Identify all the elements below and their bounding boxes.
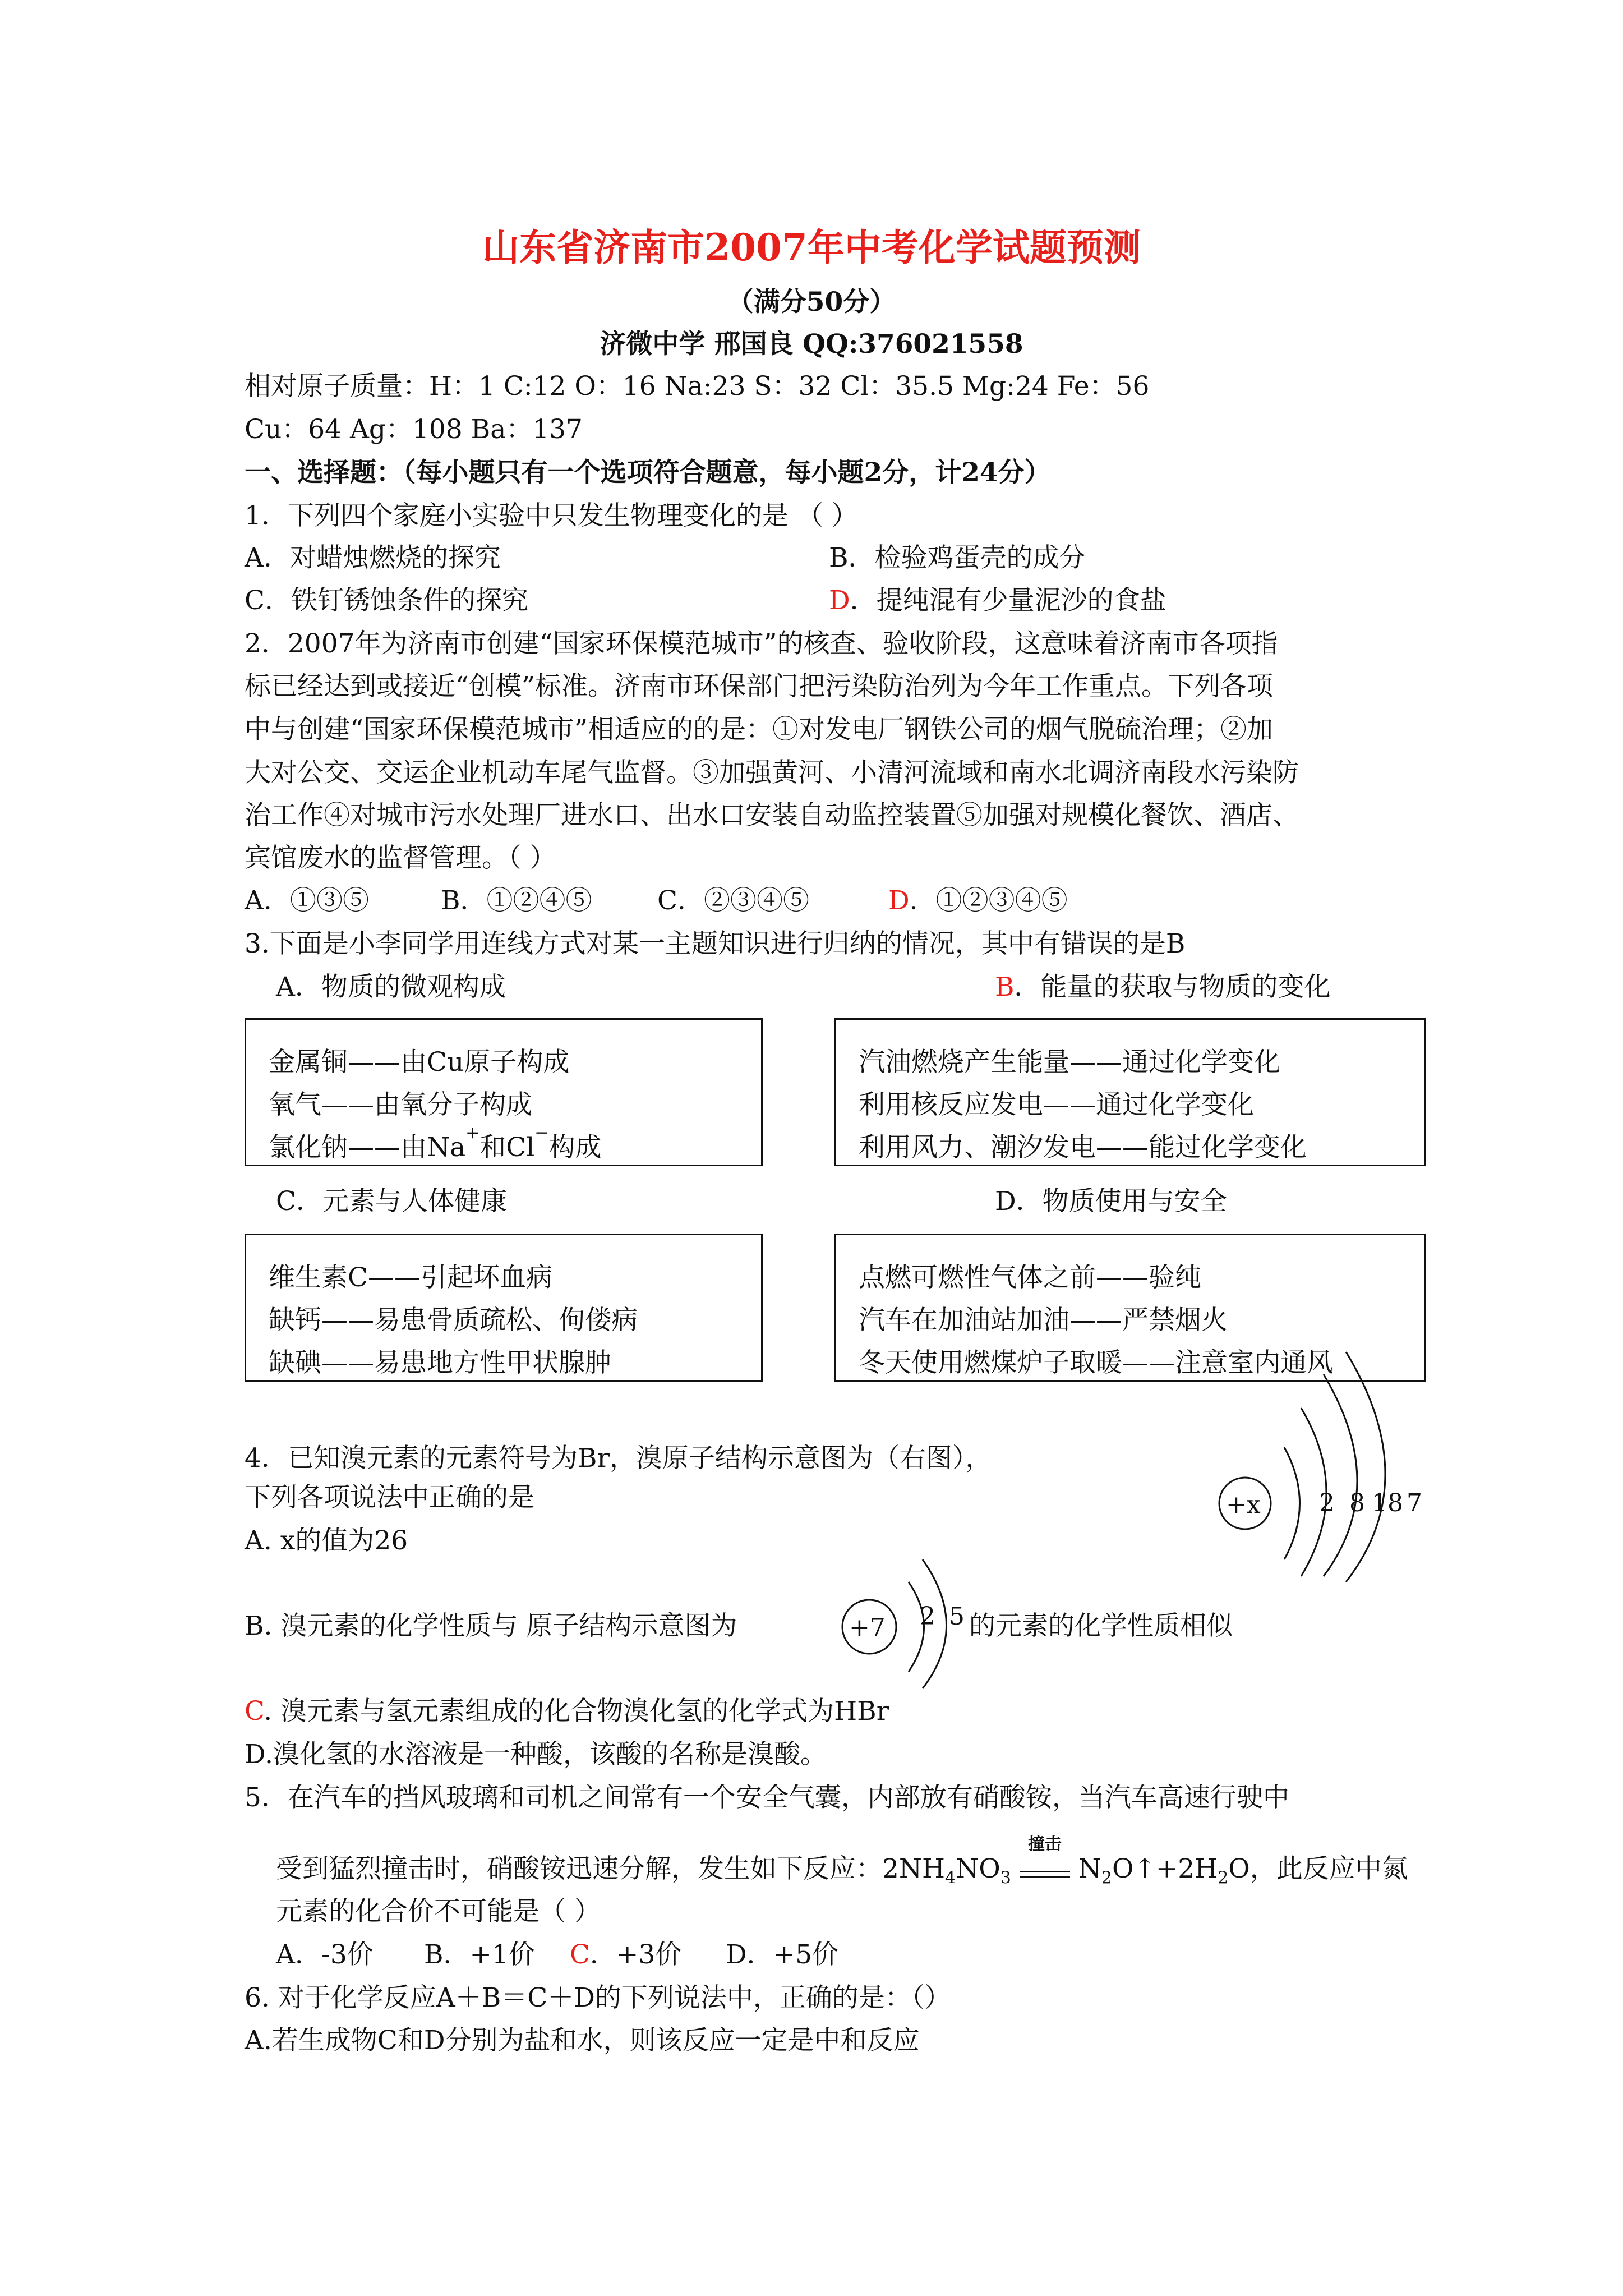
q2-line-4: 大对公交、交运企业机动车尾气监督。③加强黄河、小清河流域和南水北调济南段水污染防 [245,757,1299,788]
q3-box-a [245,1018,763,1166]
q6-stem: 6. 对于化学反应A＋B＝C＋D的下列说法中，正确的是：（） [245,1982,951,2013]
q3-box-c [245,1234,763,1382]
q2-line-3: 中与创建“国家环保模范城市”相适应的的是：①对发电厂钢铁公司的烟气脱硫治理；②加 [245,714,1274,745]
box-d-line-2: 汽车在加油站加油——严禁烟火 [859,1305,1228,1336]
reaction-arrow [1020,1834,1070,1878]
full-score: （满分50分） [727,287,896,318]
q2-option-d: D．①②③④⑤ [888,885,1068,916]
atomic-mass-line-2: Cu：64 Ag：108 Ba：137 [245,414,583,445]
q4-option-c: C. 溴元素与氢元素组成的化合物溴化氢的化学式为HBr [245,1696,889,1727]
q5-answer-mark: C [570,1939,590,1970]
box-b-line-2: 利用核反应发电——通过化学变化 [859,1089,1254,1120]
q3-box-d [834,1234,1426,1382]
q1-option-d: D．提纯混有少量泥沙的食盐 [829,585,1166,616]
atomic-mass-line-1: 相对原子质量：H：1 C:12 O：16 Na:23 S：32 Cl：35.5 Mg:24 Fe：56 [245,371,1150,402]
box-a-line-2: 氧气——由氧分子构成 [269,1089,532,1120]
q4-option-a: A. x的值为26 [245,1525,408,1556]
q4-option-b-text: B. 溴元素的化学性质与 原子结构示意图为 [245,1611,737,1641]
q2-option-b: B．①②④⑤ [441,885,592,916]
bromine-shell-3: 18 [1372,1489,1403,1517]
q3-label-a: A．物质的微观构成 [276,972,506,1002]
q4-option-b-text-end: 的元素的化学性质相似 [969,1611,1233,1641]
q5-line-3: 元素的化合价不可能是（ ） [276,1896,601,1927]
q2-line-1: 2．2007年为济南市创建“国家环保模范城市”的核查、验收阶段，这意味着济南市各项指 [245,628,1278,659]
q5-option-c: C．+3价 [570,1939,682,1970]
box-d-line-3: 冬天使用燃煤炉子取暖——注意室内通风 [859,1347,1333,1378]
box-c-line-3: 缺碘——易患地方性甲状腺肿 [269,1347,611,1378]
box-a-line-1: 金属铜——由Cu原子构成 [269,1047,570,1078]
box-a-line-3: 氯化钠——由Na+和Cl−构成 [269,1123,602,1163]
q4-answer-mark: C [245,1696,264,1727]
q3-label-c: C．元素与人体健康 [276,1186,507,1217]
bromine-shell-2: 8 [1349,1489,1365,1517]
q5-option-d: D．+5价 [726,1939,838,1970]
bromine-shell-4: 7 [1407,1489,1422,1517]
reaction-condition: 撞击 [1027,1834,1062,1854]
box-b-line-3: 利用风力、潮汐发电——能过化学变化 [859,1132,1307,1163]
q1-option-a: A．对蜡烛燃烧的探究 [245,542,501,573]
q3-label-d: D．物质使用与安全 [995,1186,1227,1217]
document-title: 山东省济南市2007年中考化学试题预测 [482,226,1141,269]
small-atom-shell-2: 5 [949,1602,965,1631]
box-c-line-2: 缺钙——易患骨质疏松、佝偻病 [269,1305,638,1336]
q3-box-b [834,1018,1426,1166]
q1-answer-mark: D [829,585,850,616]
box-d-line-1: 点燃可燃性气体之前——验纯 [859,1262,1201,1293]
q5-line-2: 受到猛烈撞击时，硝酸铵迅速分解，发生如下反应：$2NH_4NO_3$ 撞击 $N_2O↑+2H_2O$，此反应中氮 [276,1834,1408,1888]
q1-option-c: C．铁钉锈蚀条件的探究 [245,585,528,616]
q4-stem-1: 4．已知溴元素的元素符号为Br，溴原子结构示意图为（右图）， [245,1443,992,1474]
q2-line-6: 宾馆废水的监督管理。（ ） [245,843,556,873]
q3-stem: 3.下面是小李同学用连线方式对某一主题知识进行归纳的情况，其中有错误的是B [245,928,1186,959]
q1-stem: 1．下列四个家庭小实验中只发生物理变化的是 （ ） [245,500,858,531]
box-c-line-1: 维生素C——引起坏血病 [269,1262,552,1293]
q2-option-c: C．②③④⑤ [657,885,809,916]
section-heading: 一、选择题：（每小题只有一个选项符合题意，每小题2分，计24分） [245,457,1051,488]
author-line: 济微中学 邢国良 QQ:376021558 [600,329,1023,360]
q5-line-1: 5．在汽车的挡风玻璃和司机之间常有一个安全气囊，内部放有硝酸铵，当汽车高速行驶中 [245,1782,1289,1813]
q4-stem-2: 下列各项说法中正确的是 [245,1482,534,1513]
q3-label-b: B．能量的获取与物质的变化 [995,972,1331,1002]
small-atom-nucleus: +7 [849,1613,886,1642]
q2-answer-mark: D [888,885,910,916]
q5-option-a: A．-3价 [276,1939,374,1970]
q5-option-b: B．+1价 [424,1939,535,1970]
q6-option-a: A.若生成物C和D分别为盐和水，则该反应一定是中和反应 [245,2025,920,2056]
q2-line-2: 标已经达到或接近“创模”标准。济南市环保部门把污染防治列为今年工作重点。下列各项 [245,671,1274,702]
q3-answer-mark: B [995,972,1015,1002]
small-atom-shell-1: 2 [920,1602,935,1631]
q4-option-d: D.溴化氢的水溶液是一种酸，该酸的名称是溴酸。 [245,1739,827,1770]
box-b-line-1: 汽油燃烧产生能量——通过化学变化 [859,1047,1280,1078]
q2-option-a: A．①③⑤ [245,885,369,916]
bromine-atom-diagram [1211,1369,1436,1571]
q1-option-b: B．检验鸡蛋壳的成分 [829,542,1086,573]
bromine-shell-1: 2 [1319,1489,1335,1517]
q2-line-5: 治工作④对城市污水处理厂进水口、出水口安装自动监控装置⑤加强对规模化餐饮、酒店、 [245,800,1299,831]
bromine-nucleus: +x [1226,1490,1261,1519]
